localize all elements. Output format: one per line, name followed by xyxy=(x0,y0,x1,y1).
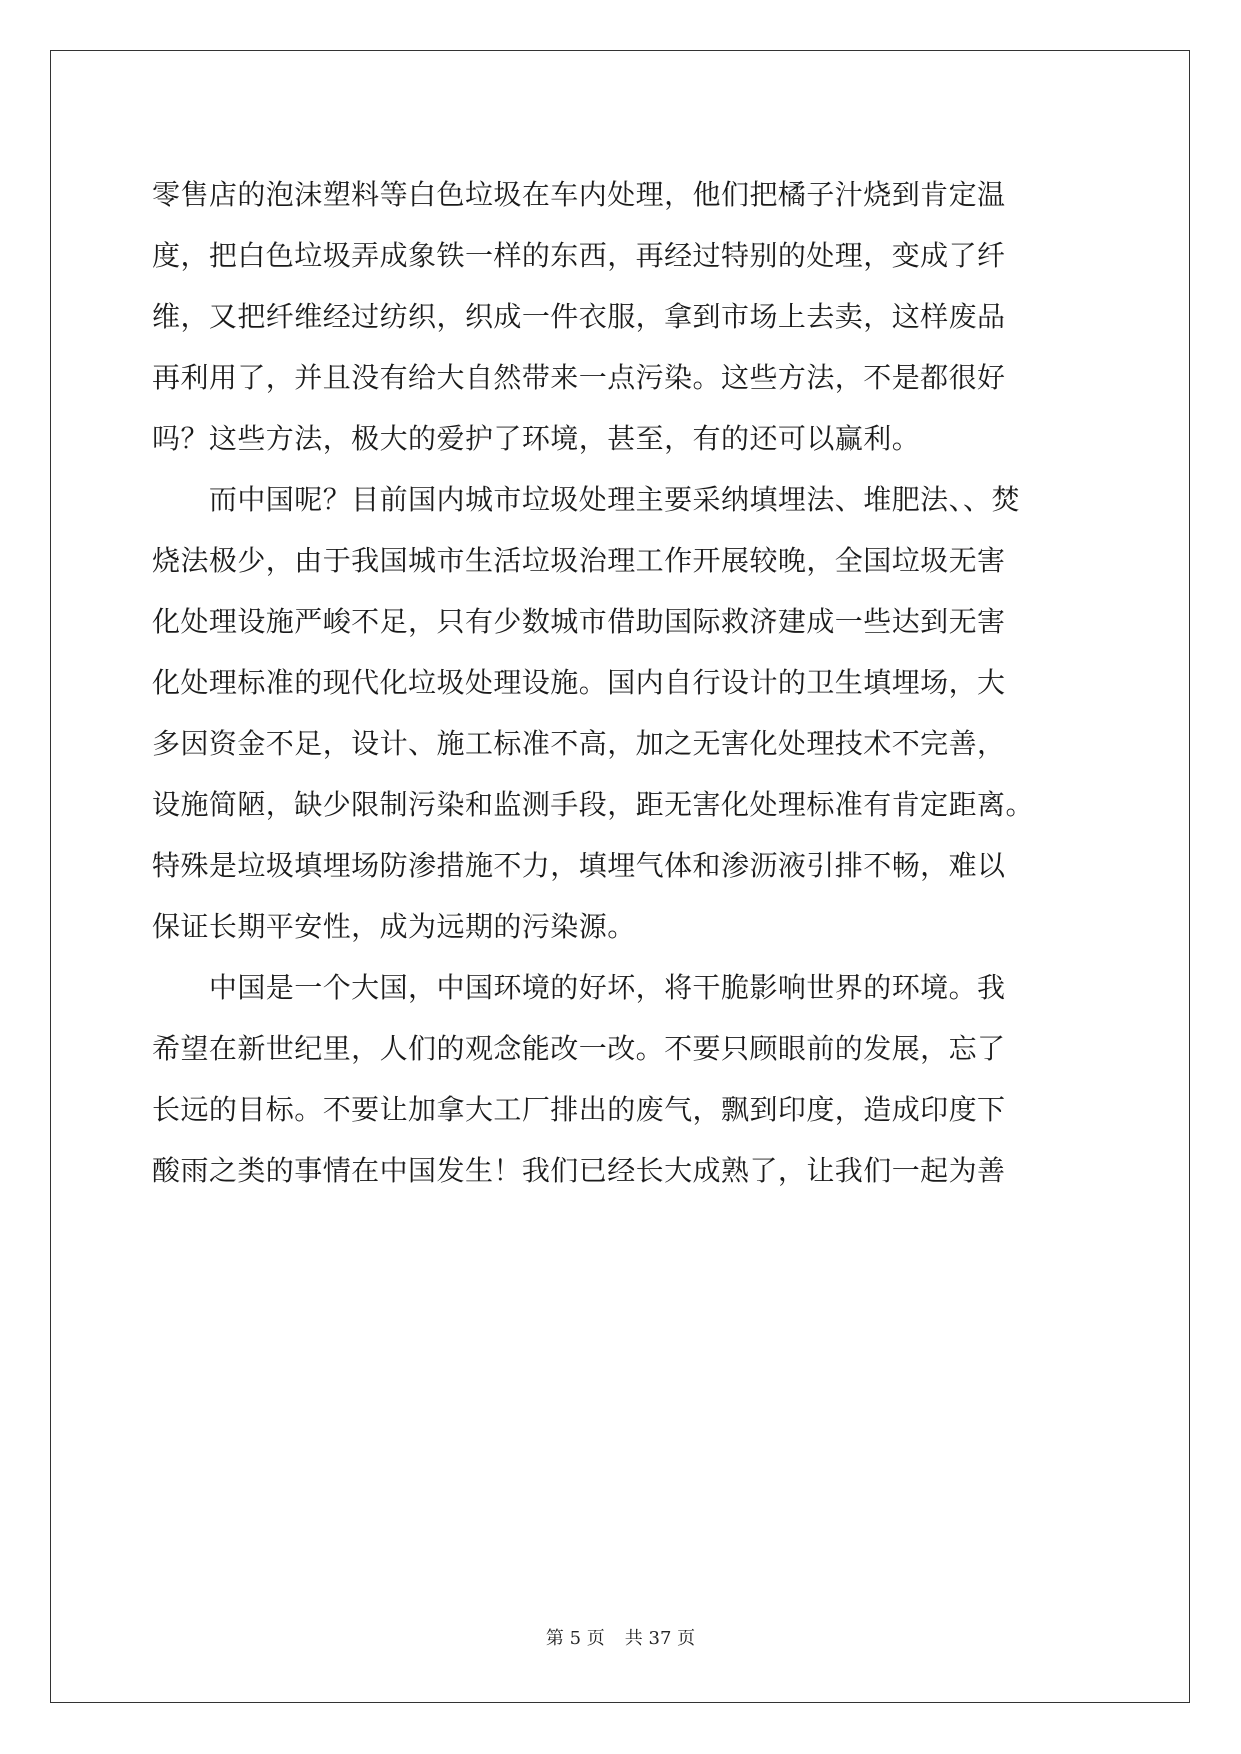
text-line: 化处理标准的现代化垃圾处理设施。国内自行设计的卫生填埋场，大 xyxy=(152,666,1006,699)
text-line: 设施简陋，缺少限制污染和监测手段，距无害化处理标准有肯定距离。 xyxy=(152,788,1034,821)
text-line: 希望在新世纪里，人们的观念能改一改。不要只顾眼前的发展，忘了 xyxy=(152,1032,1006,1065)
paragraph-start-line: 中国是一个大国，中国环境的好坏，将干脆影响世界的环境。我 xyxy=(152,971,1006,1004)
text-line: 化处理设施严峻不足，只有少数城市借助国际救济建成一些达到无害 xyxy=(152,605,1006,638)
document-body xyxy=(152,164,1092,1201)
text-line: 烧法极少，由于我国城市生活垃圾治理工作开展较晚，全国垃圾无害 xyxy=(152,544,1006,577)
text-line: 再利用了，并且没有给大自然带来一点污染。这些方法，不是都很好 xyxy=(152,361,1006,394)
text-line: 保证长期平安性，成为远期的污染源。 xyxy=(152,910,636,943)
text-line: 吗？这些方法，极大的爱护了环境，甚至，有的还可以赢利。 xyxy=(152,422,921,455)
text-line: 零售店的泡沫塑料等白色垃圾在车内处理，他们把橘子汁烧到肯定温 xyxy=(152,178,1006,211)
page-footer xyxy=(0,1624,1241,1650)
paragraph-start-line: 而中国呢？目前国内城市垃圾处理主要采纳填埋法、堆肥法、、焚 xyxy=(152,483,1020,516)
page-number: 第 5 页 xyxy=(545,1628,605,1649)
text-line: 长远的目标。不要让加拿大工厂排出的废气，飘到印度，造成印度下 xyxy=(152,1093,1006,1126)
text-line: 酸雨之类的事情在中国发生！我们已经长大成熟了，让我们一起为善 xyxy=(152,1154,1006,1187)
text-line: 维，又把纤维经过纺织，织成一件衣服，拿到市场上去卖，这样废品 xyxy=(152,300,1006,333)
text-line: 多因资金不足，设计、施工标准不高，加之无害化处理技术不完善， xyxy=(152,727,1006,760)
text-line: 特殊是垃圾填埋场防渗措施不力，填埋气体和渗沥液引排不畅，难以 xyxy=(152,849,1006,882)
text-line: 度，把白色垃圾弄成象铁一样的东西，再经过特别的处理，变成了纤 xyxy=(152,239,1006,272)
page-total: 共 37 页 xyxy=(624,1628,696,1649)
